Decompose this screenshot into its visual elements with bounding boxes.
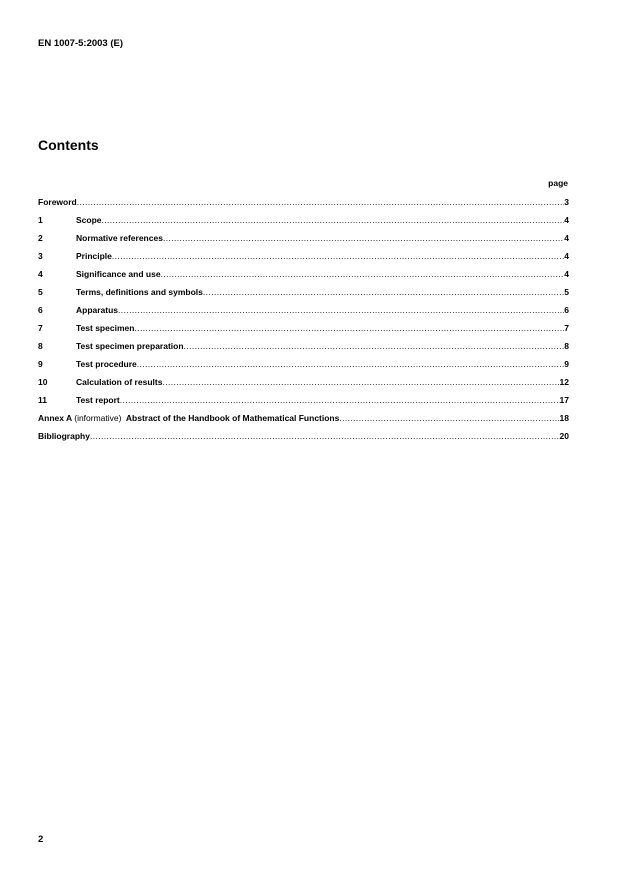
toc-number: 4 bbox=[38, 269, 43, 279]
toc-number: 6 bbox=[38, 305, 43, 315]
toc-entry-6[interactable] bbox=[38, 301, 569, 319]
table-of-contents bbox=[38, 193, 569, 445]
toc-entry-1[interactable] bbox=[38, 211, 569, 229]
annex-title: Abstract of the Handbook of Mathematical Functions bbox=[125, 413, 340, 423]
toc-entry-4[interactable] bbox=[38, 265, 569, 283]
toc-entry-10[interactable] bbox=[38, 373, 569, 391]
document-header: EN 1007-5:2003 (E) bbox=[38, 38, 124, 49]
dot-leader bbox=[112, 247, 564, 265]
toc-label: Foreword bbox=[38, 197, 77, 207]
toc-entry-7[interactable] bbox=[38, 319, 569, 337]
toc-page: 9 bbox=[564, 359, 569, 369]
toc-entry-3[interactable] bbox=[38, 247, 569, 265]
toc-label: Bibliography bbox=[38, 431, 90, 441]
toc-number: 1 bbox=[38, 215, 43, 225]
toc-entry-bibliography[interactable] bbox=[38, 427, 569, 445]
toc-entry-11[interactable] bbox=[38, 391, 569, 409]
dot-leader bbox=[163, 229, 564, 247]
toc-label: Apparatus bbox=[76, 305, 119, 315]
toc-entry-9[interactable] bbox=[38, 355, 569, 373]
toc-label: Significance and use bbox=[76, 269, 161, 279]
dot-leader bbox=[203, 283, 564, 301]
toc-label: Test procedure bbox=[76, 359, 137, 369]
toc-number: 3 bbox=[38, 251, 43, 261]
toc-number: 7 bbox=[38, 323, 43, 333]
toc-label: Scope bbox=[76, 215, 102, 225]
toc-number: 9 bbox=[38, 359, 43, 369]
toc-number: 2 bbox=[38, 233, 43, 243]
toc-page: 20 bbox=[559, 431, 569, 441]
dot-leader bbox=[161, 265, 565, 283]
toc-label: Principle bbox=[76, 251, 112, 261]
toc-entry-5[interactable] bbox=[38, 283, 569, 301]
toc-entry-8[interactable] bbox=[38, 337, 569, 355]
toc-page: 17 bbox=[559, 395, 569, 405]
toc-page: 7 bbox=[564, 323, 569, 333]
toc-page: 6 bbox=[564, 305, 569, 315]
page-number: 2 bbox=[38, 834, 44, 845]
toc-entry-annex-a[interactable] bbox=[38, 409, 569, 427]
toc-number: 11 bbox=[38, 395, 47, 405]
toc-page: 12 bbox=[559, 377, 569, 387]
toc-page: 4 bbox=[564, 251, 569, 261]
annex-prefix: Annex A bbox=[38, 413, 72, 423]
toc-label: Terms, definitions and symbols bbox=[76, 287, 203, 297]
toc-number: 8 bbox=[38, 341, 43, 351]
dot-leader bbox=[184, 337, 565, 355]
page-column-label: page bbox=[548, 178, 568, 188]
toc-number: 5 bbox=[38, 287, 43, 297]
page-title: Contents bbox=[38, 137, 99, 153]
dot-leader bbox=[339, 409, 559, 427]
dot-leader bbox=[102, 211, 565, 229]
dot-leader bbox=[137, 355, 564, 373]
toc-page: 5 bbox=[564, 287, 569, 297]
toc-page: 8 bbox=[564, 341, 569, 351]
annex-type: (informative) bbox=[74, 413, 122, 423]
toc-entry-foreword[interactable] bbox=[38, 193, 569, 211]
toc-label: Test report bbox=[76, 395, 120, 405]
toc-label: Calculation of results bbox=[76, 377, 163, 387]
toc-number: 10 bbox=[38, 377, 48, 387]
dot-leader bbox=[120, 391, 560, 409]
toc-label bbox=[38, 409, 339, 427]
toc-page: 4 bbox=[564, 233, 569, 243]
toc-label: Normative references bbox=[76, 233, 163, 243]
toc-page: 18 bbox=[559, 413, 569, 423]
dot-leader bbox=[162, 373, 559, 391]
dot-leader bbox=[90, 427, 560, 445]
toc-page: 4 bbox=[564, 269, 569, 279]
toc-page: 3 bbox=[564, 197, 569, 207]
toc-entry-2[interactable] bbox=[38, 229, 569, 247]
toc-label: Test specimen bbox=[76, 323, 135, 333]
dot-leader bbox=[118, 301, 564, 319]
toc-label: Test specimen preparation bbox=[76, 341, 184, 351]
dot-leader bbox=[77, 193, 565, 211]
dot-leader bbox=[134, 319, 564, 337]
toc-page: 4 bbox=[564, 215, 569, 225]
